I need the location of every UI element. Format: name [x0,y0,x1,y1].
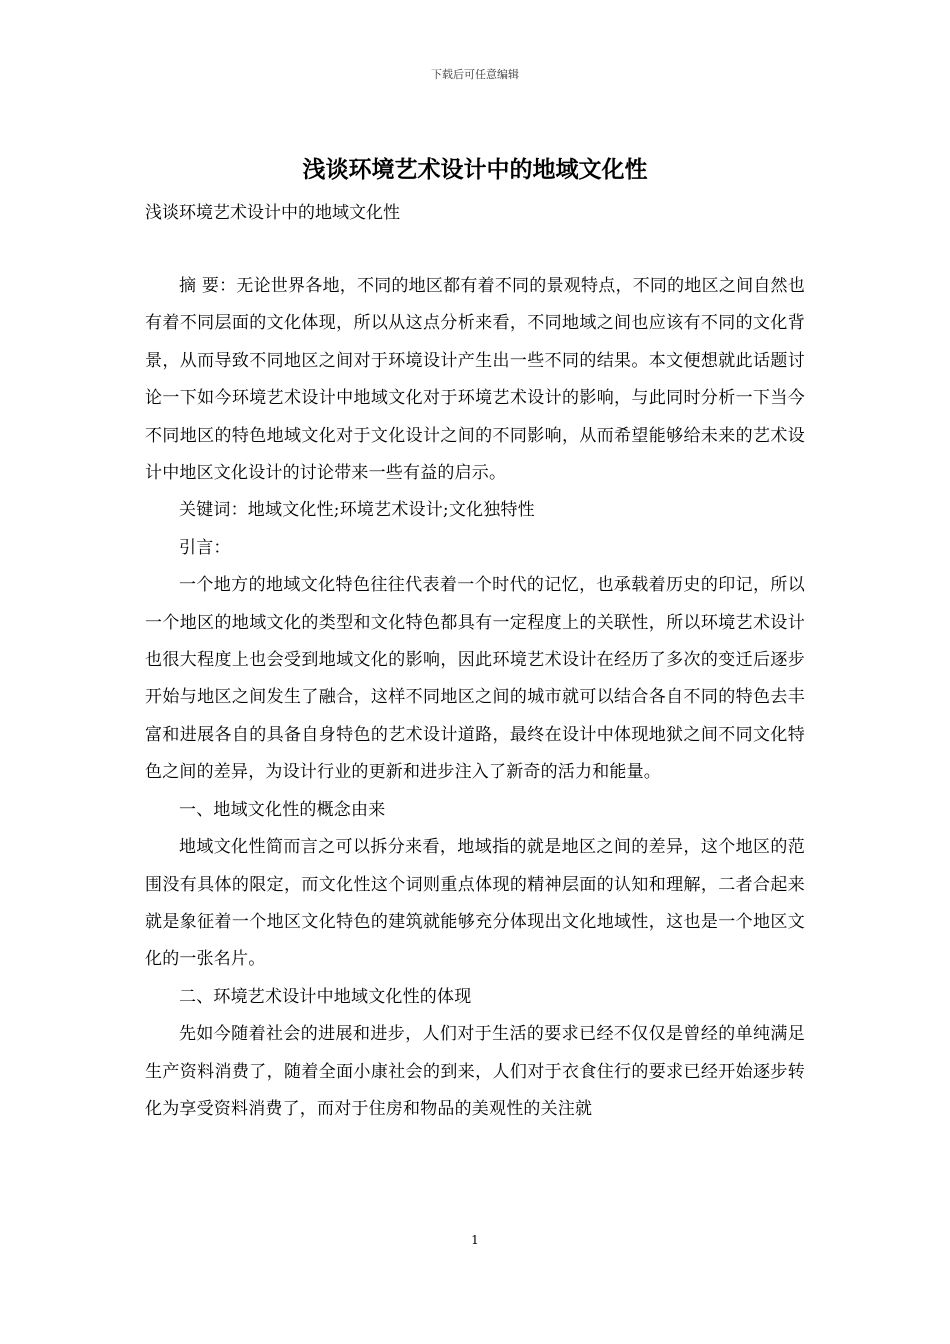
page-number: 1 [471,1233,479,1247]
section-2-paragraph: 先如今随着社会的进展和进步，人们对于生活的要求已经不仅仅是曾经的单纯满足生产资料消费了，随着全面小康社会的到来，人们对于衣食住行的要求已经开始逐步转化为享受资料消费了，而对于住房和物品的美观性的关注就 [145,1024,805,1119]
document-title: 浅谈环境艺术设计中的地域文化性 [302,156,648,183]
document-subtitle: 浅谈环境艺术设计中的地域文化性 [145,203,400,223]
document-body [145,268,805,1128]
section-1-paragraph: 地域文化性简而言之可以拆分来看，地域指的就是地区之间的差异，这个地区的范围没有具体的限定，而文化性这个词则重点体现的精神层面的认知和理解，二者合起来就是象征着一个地区文化特色的建筑就能够充分体现出文化地域性，这也是一个地区文化的一张名片。 [145,837,805,970]
introduction-paragraph: 一个地方的地域文化特色往往代表着一个时代的记忆，也承载着历史的印记，所以一个地区的地域文化的类型和文化特色都具有一定程度上的关联性，所以环境艺术设计也很大程度上也会受到地域文化的影响，因此环境艺术设计在经历了多次的变迁后逐步开始与地区之间发生了融合，这样不同地区之间的城市就可以结合各自不同的特色去丰富和进展各自的具备自身特色的艺术设计道路，最终在设计中体现地狱之间不同文化特色之间的差异，为设计行业的更新和进步注入了新奇的活力和能量。 [145,575,805,783]
keywords-paragraph: 关键词：地域文化性;环境艺术设计;文化独特性 [179,500,535,521]
abstract-paragraph: 摘 要：无论世界各地，不同的地区都有着不同的景观特点，不同的地区之间自然也有着不同层面的文化体现，所以从这点分析来看，不同地域之间也应该有不同的文化背景，从而导致不同地区之间对于环境设计产生出一些不同的结果。本文便想就此话题讨论一下如今环境艺术设计中地域文化对于环境艺术设计的影响，与此同时分析一下当今不同地区的特色地域文化对于文化设计之间的不同影响，从而希望能够给未来的艺术设计中地区文化设计的讨论带来一些有益的启示。 [145,276,805,484]
introduction-heading: 引言： [179,537,231,558]
page-header-note: 下载后可任意编辑 [431,68,519,81]
section-1-heading: 一、地域文化性的概念由来 [179,799,386,820]
section-2-heading: 二、环境艺术设计中地域文化性的体现 [179,986,472,1007]
